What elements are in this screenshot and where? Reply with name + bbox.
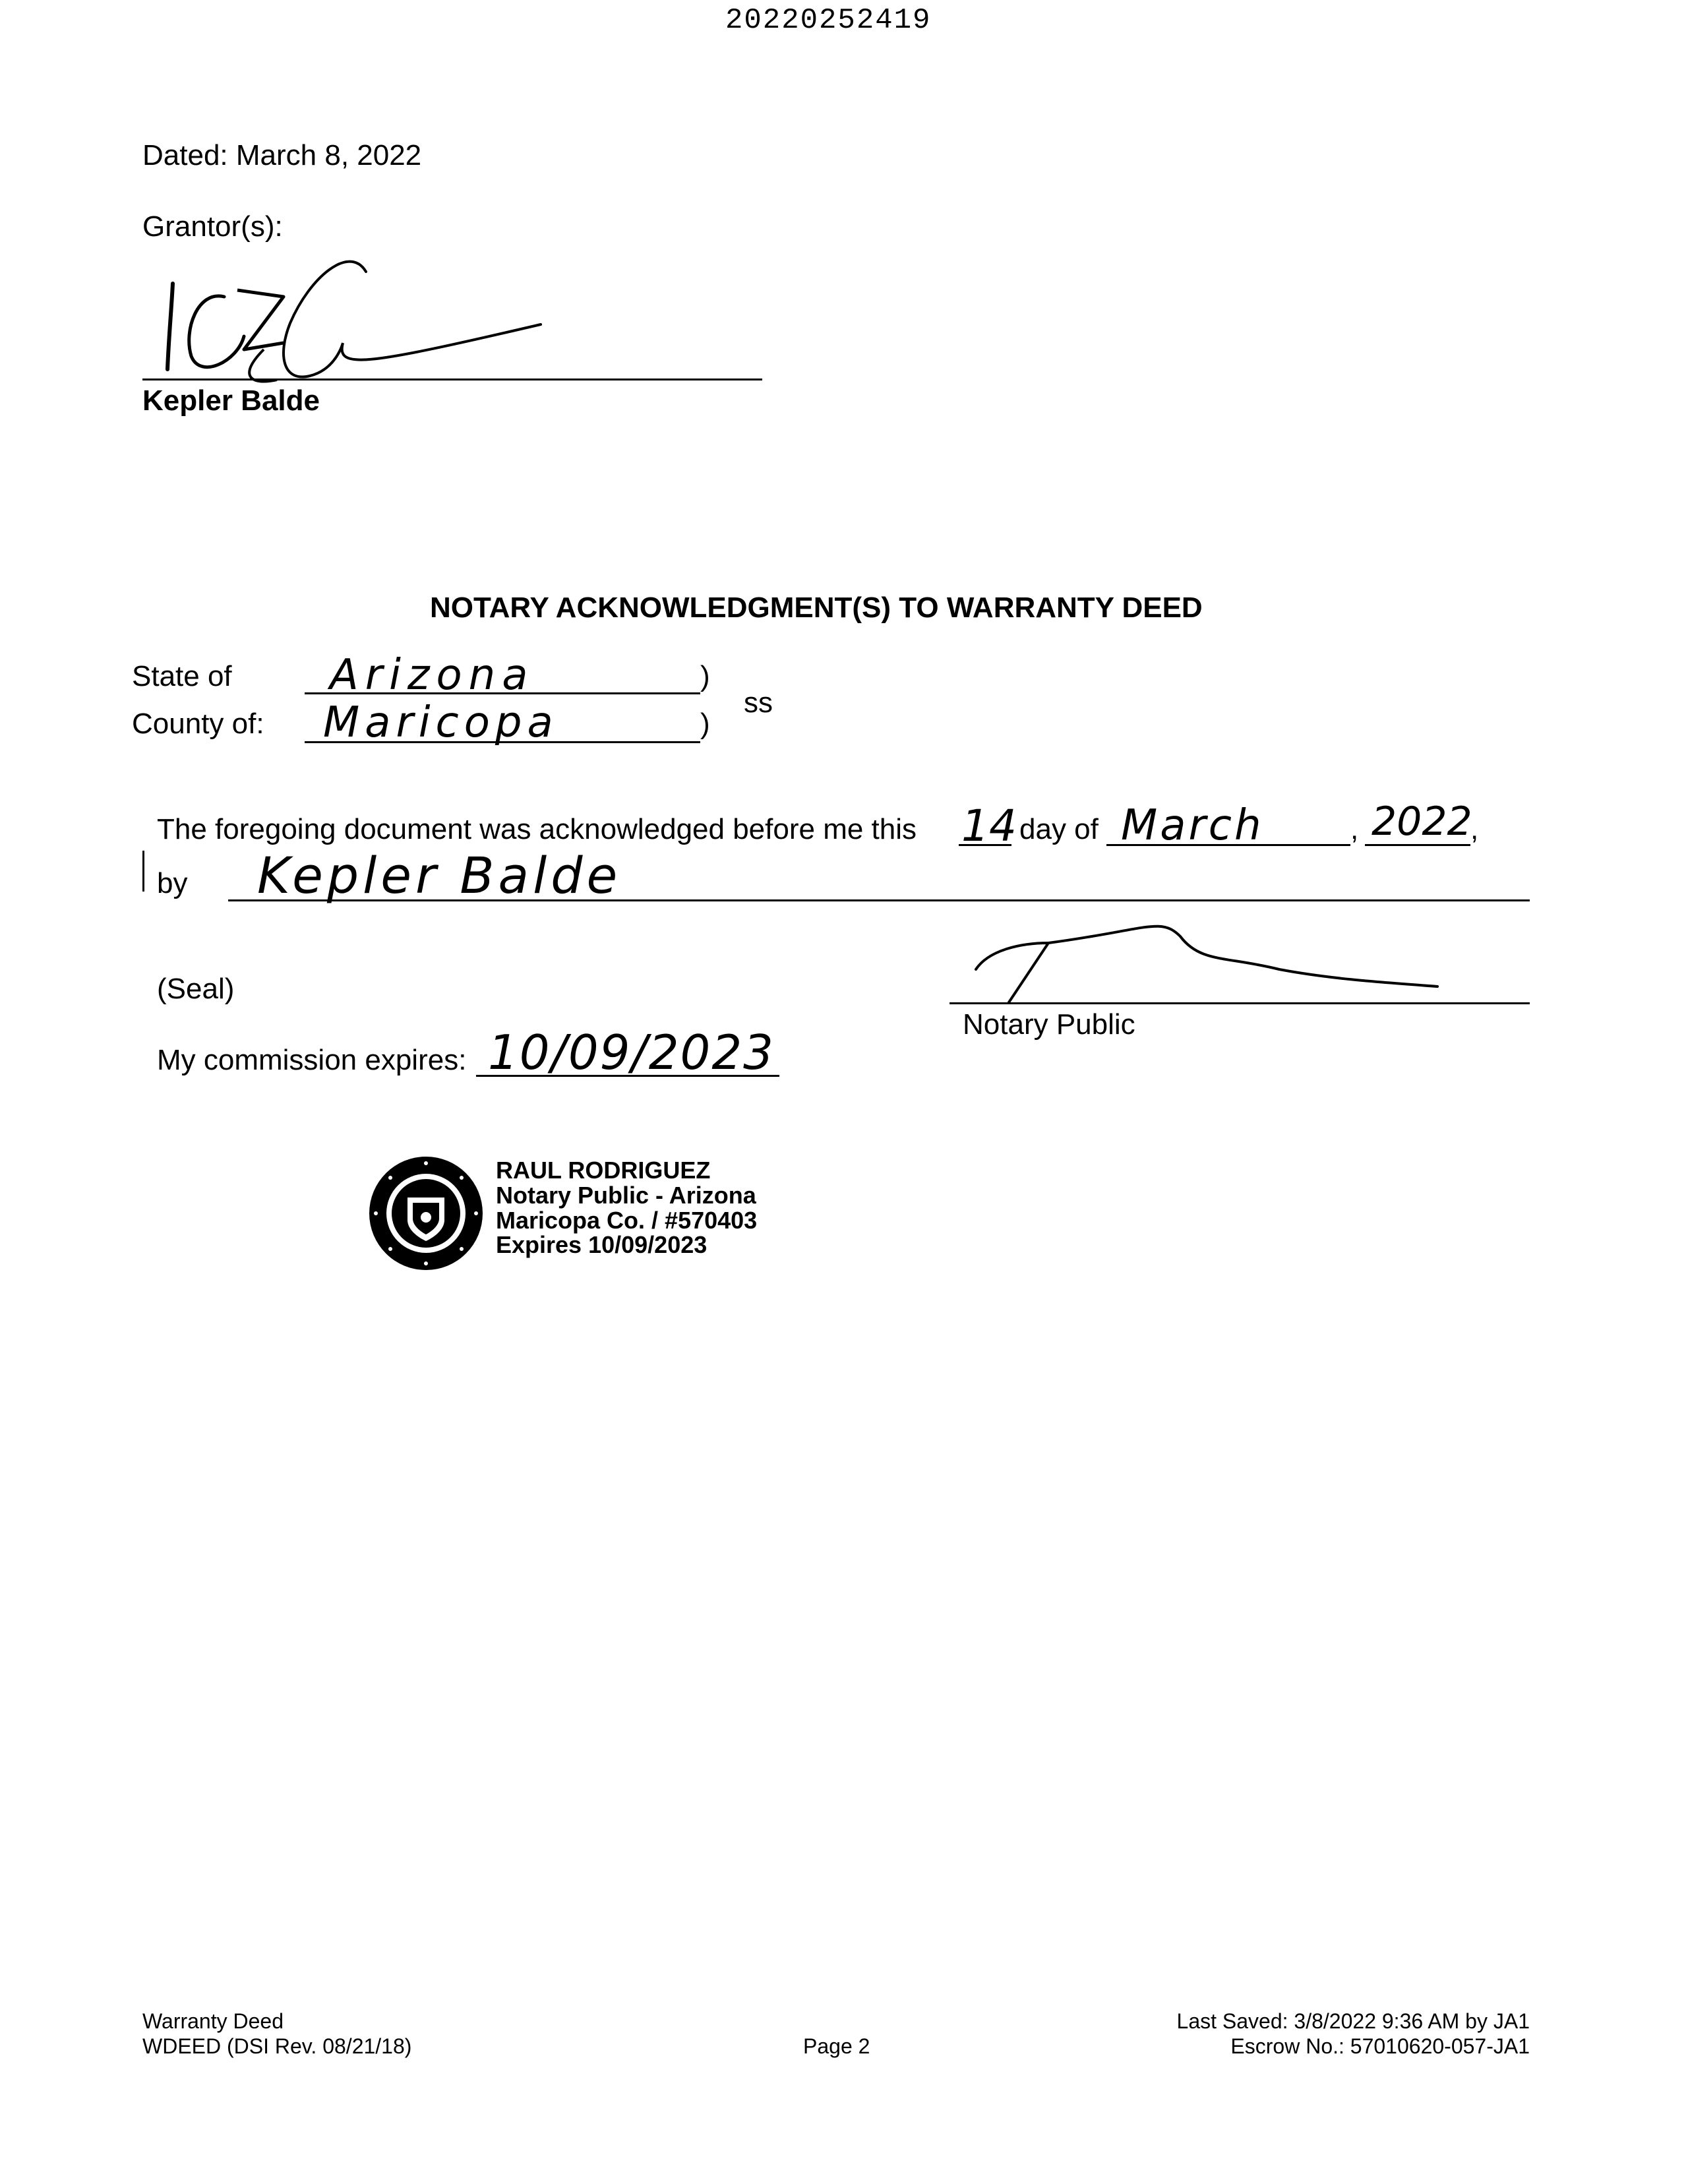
footer-right — [1177, 2009, 1530, 2059]
footer-doc-title: Warranty Deed — [142, 2009, 284, 2033]
notary-public-label: Notary Public — [963, 1008, 1135, 1041]
ss-label: ss — [744, 686, 773, 719]
grantor-name: Kepler Balde — [142, 384, 320, 417]
notary-signature — [963, 923, 1451, 1009]
by-name: Kepler Balde — [257, 846, 622, 905]
ack-comma-1: , — [1350, 813, 1359, 845]
commission-value: 10/09/2023 — [488, 1025, 775, 1080]
stamp-line3: Maricopa Co. / #570403 — [496, 1206, 758, 1234]
ack-year: 2022 — [1372, 799, 1472, 845]
grantor-signature-line — [142, 379, 762, 380]
stamp-line4: Expires 10/09/2023 — [496, 1231, 708, 1259]
recording-number: 20220252419 — [725, 4, 932, 37]
stamp-name: RAUL RODRIGUEZ — [496, 1157, 711, 1184]
grantor-signature — [145, 251, 567, 396]
revision-bar — [142, 851, 144, 892]
footer-left — [142, 2009, 411, 2059]
dated-label: Dated: — [142, 139, 228, 171]
county-label: County of: — [132, 708, 264, 740]
seal-label: (Seal) — [157, 973, 235, 1005]
commission-label: My commission expires: — [157, 1044, 467, 1076]
ack-month: March — [1121, 801, 1264, 850]
dated-value: March 8, 2022 — [235, 139, 422, 171]
state-value: Arizona — [330, 651, 535, 700]
stamp-block — [496, 1158, 757, 1258]
by-label: by — [157, 867, 188, 899]
footer-form-rev: WDEED (DSI Rev. 08/21/18) — [142, 2034, 412, 2059]
state-label: State of — [132, 660, 232, 692]
footer-last-saved: Last Saved: 3/8/2022 9:36 AM by JA1 — [1176, 2009, 1530, 2033]
stamp-line2: Notary Public - Arizona — [496, 1181, 756, 1209]
ack-text: The foregoing document was acknowledged before me this — [157, 813, 917, 845]
county-value: Maricopa — [323, 698, 558, 747]
dated-line — [142, 141, 421, 170]
footer-escrow: Escrow No.: 57010620-057-JA1 — [1230, 2034, 1530, 2059]
notary-signature-line — [950, 1002, 1530, 1004]
footer-page: Page 2 — [803, 2034, 870, 2058]
ack-day: 14 — [961, 801, 1017, 851]
county-paren: ) — [700, 708, 710, 740]
notary-seal-icon — [367, 1154, 485, 1273]
ack-comma-2: , — [1470, 813, 1479, 845]
notary-title: NOTARY ACKNOWLEDGMENT(S) TO WARRANTY DEED — [430, 592, 1203, 624]
day-of-label: day of — [1019, 813, 1099, 845]
grantors-label: Grantor(s): — [142, 210, 283, 243]
state-paren: ) — [700, 660, 710, 692]
